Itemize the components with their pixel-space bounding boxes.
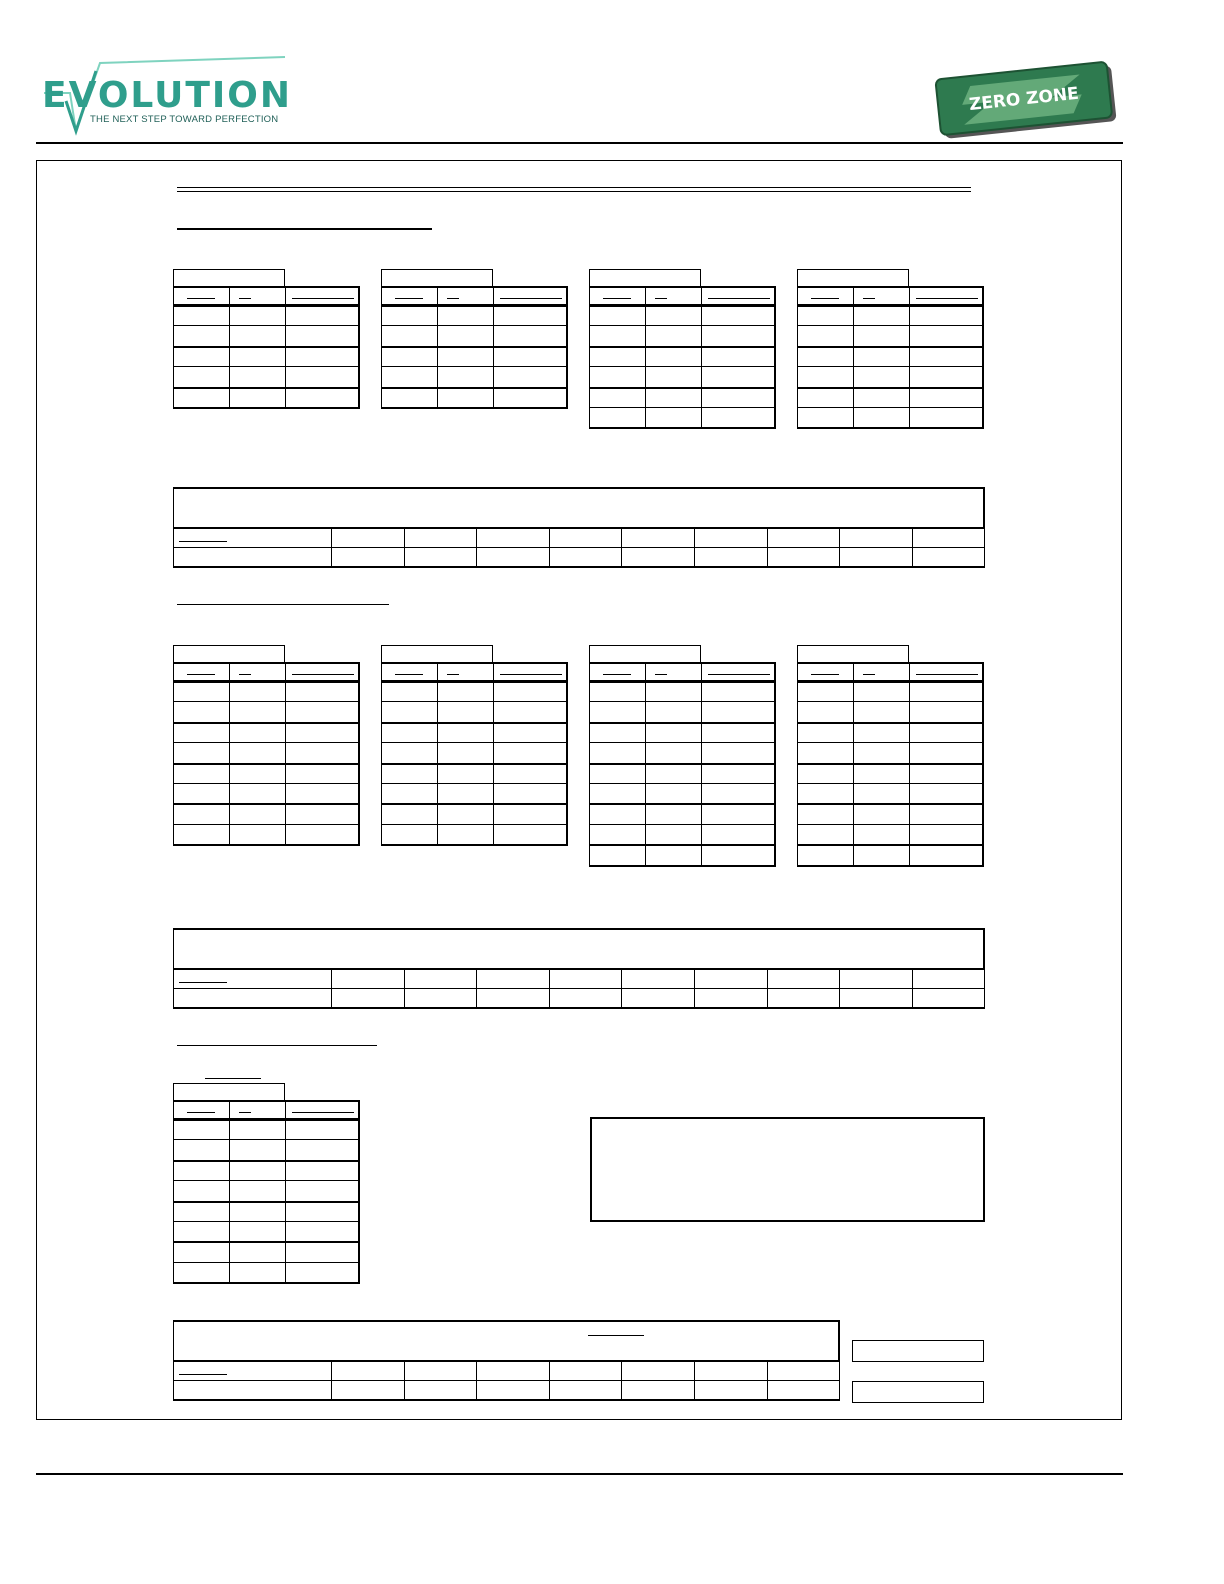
zero-zone-text: ZERO ZONE [968,83,1080,116]
header-rule [36,142,1123,144]
title-double-rule [177,187,971,188]
summary-divider [839,968,840,1009]
summary-divider [839,527,840,568]
footer-rule [36,1473,1123,1475]
summary-divider [404,527,405,568]
summary-divider [549,1360,550,1401]
summary-divider [476,968,477,1009]
title-double-rule-2 [177,191,971,192]
section-3-subheading-rule [205,1078,261,1079]
total-field-2[interactable] [852,1381,984,1403]
summary-value-row[interactable] [173,547,985,568]
summary-divider [331,527,332,568]
zero-zone-logo [932,58,1124,142]
brand-name: EVOLUTION [42,75,292,116]
summary-divider [912,968,913,1009]
evolution-logo [40,55,290,140]
group-outline [381,662,568,846]
zero-zone-badge-icon [932,58,1124,142]
summary-divider [476,527,477,568]
summary-divider [621,1360,622,1401]
group-outline [589,662,776,867]
summary-label-rule [179,982,227,983]
total-field-1[interactable] [852,1340,984,1362]
summary-title-rule [588,1335,644,1336]
summary-divider [404,1360,405,1401]
summary-header-cell [173,487,985,529]
summary-label-rule [179,541,227,542]
notes-box[interactable] [590,1117,985,1222]
summary-label-row [173,1360,840,1381]
summary-divider [767,1360,768,1401]
summary-divider [621,527,622,568]
summary-header-cell [173,928,985,970]
group-outline [797,662,984,867]
summary-divider [549,968,550,1009]
section-2-heading-rule [177,604,389,605]
summary-label-row [173,968,985,989]
summary-divider [912,527,913,568]
section-1-heading-rule [177,228,432,230]
summary-header-cell [173,1320,840,1362]
summary-label-rule [179,1374,227,1375]
summary-divider [694,1360,695,1401]
group-outline [381,286,568,409]
group-outline [797,286,984,429]
summary-divider [476,1360,477,1401]
summary-divider [331,968,332,1009]
brand-tagline: THE NEXT STEP TOWARD PERFECTION [90,114,279,125]
summary-value-row[interactable] [173,988,985,1009]
summary-label-row [173,527,985,548]
group-outline [589,286,776,429]
summary-divider [767,527,768,568]
summary-divider [404,968,405,1009]
summary-divider [767,968,768,1009]
group-outline [173,286,360,409]
summary-divider [694,968,695,1009]
summary-divider [621,968,622,1009]
section-3-heading-rule [177,1045,377,1046]
summary-divider [549,527,550,568]
summary-divider [331,1360,332,1401]
summary-value-row[interactable] [173,1380,840,1401]
summary-divider [694,527,695,568]
group-outline [173,662,360,846]
group-outline [173,1100,360,1284]
